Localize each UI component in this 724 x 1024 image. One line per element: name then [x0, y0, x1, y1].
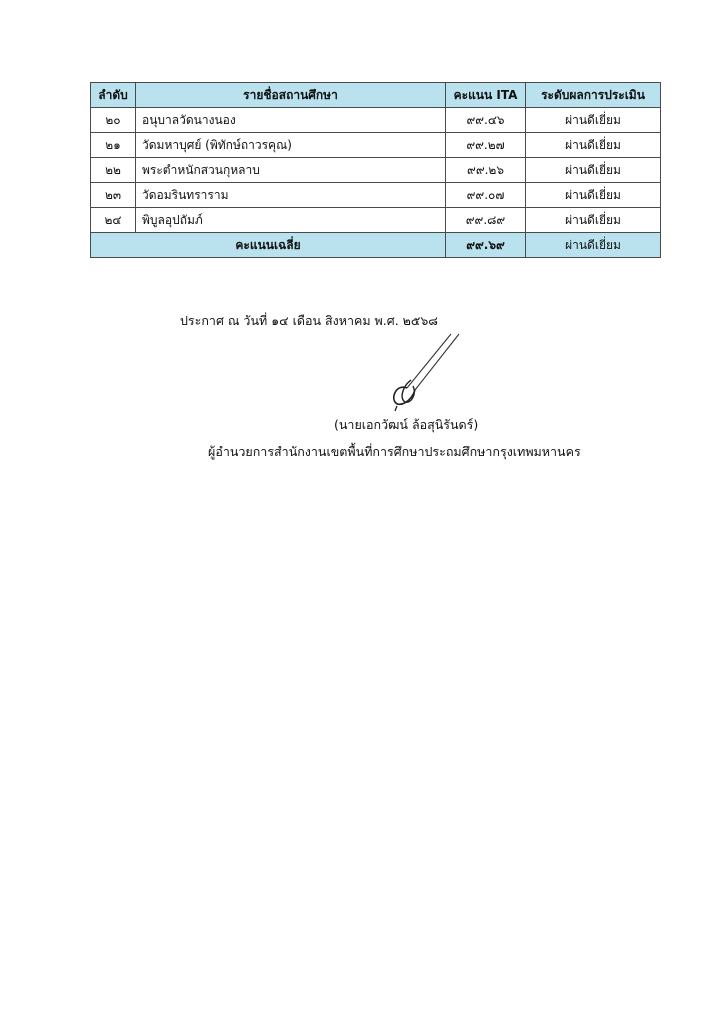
school-cell: วัดมหาบุศย์ (พิทักษ์ถาวรคุณ) [136, 133, 446, 158]
header-level: ระดับผลการประเมิน [526, 83, 661, 108]
level-cell: ผ่านดีเยี่ยม [526, 183, 661, 208]
header-rank: ลำดับ [91, 83, 136, 108]
table-header-row [91, 83, 661, 108]
score-cell: ๙๙.๐๗ [446, 183, 526, 208]
score-cell: ๙๙.๘๙ [446, 208, 526, 233]
score-cell: ๙๙.๒๗ [446, 133, 526, 158]
level-cell: ผ่านดีเยี่ยม [526, 158, 661, 183]
signer-name: (นายเอกวัฒน์ ล้อสุนิรันดร์) [334, 417, 479, 432]
average-label: คะแนนเฉลี่ย [91, 233, 446, 258]
results-table [90, 82, 661, 258]
average-score: ๙๙.๖๙ [446, 233, 526, 258]
rank-cell: ๒๐ [91, 108, 136, 133]
header-school: รายชื่อสถานศึกษา [136, 83, 446, 108]
average-level: ผ่านดีเยี่ยม [526, 233, 661, 258]
table-row [91, 108, 661, 133]
table-row [91, 133, 661, 158]
rank-cell: ๒๓ [91, 183, 136, 208]
school-cell: พระตำหนักสวนกุหลาบ [136, 158, 446, 183]
table-row [91, 183, 661, 208]
score-cell: ๙๙.๒๖ [446, 158, 526, 183]
announcement-date: ประกาศ ณ วันที่ ๑๔ เดือน สิงหาคม พ.ศ. ๒๕๖๘ [180, 313, 438, 328]
header-score: คะแนน ITA [446, 83, 526, 108]
level-cell: ผ่านดีเยี่ยม [526, 108, 661, 133]
signer-title: ผู้อำนวยการสำนักงานเขตพื้นที่การศึกษาประถมศึกษากรุงเทพมหานคร [208, 444, 581, 459]
school-cell: วัดอมรินทราราม [136, 183, 446, 208]
table-row [91, 158, 661, 183]
average-row [91, 233, 661, 258]
signature [385, 332, 465, 412]
rank-cell: ๒๑ [91, 133, 136, 158]
level-cell: ผ่านดีเยี่ยม [526, 208, 661, 233]
school-cell: พิบูลอุปถัมภ์ [136, 208, 446, 233]
rank-cell: ๒๒ [91, 158, 136, 183]
rank-cell: ๒๔ [91, 208, 136, 233]
table-row [91, 208, 661, 233]
level-cell: ผ่านดีเยี่ยม [526, 133, 661, 158]
school-cell: อนุบาลวัดนางนอง [136, 108, 446, 133]
score-cell: ๙๙.๔๖ [446, 108, 526, 133]
